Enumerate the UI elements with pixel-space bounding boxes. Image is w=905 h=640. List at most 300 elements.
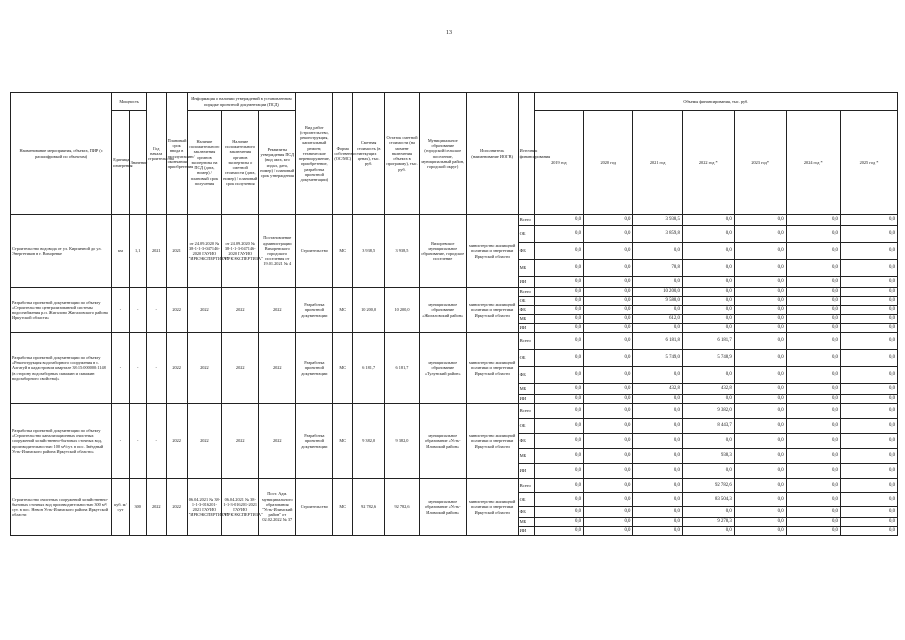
header-capacity: Мощность — [112, 93, 147, 111]
project-psd-cost: от 24.09.2020 № 38-1-1-3-047146-2020 ГАУИО "ИРКЭКСПЕРТИЗА" — [222, 215, 259, 288]
financing-cell: 0,0 — [786, 333, 840, 350]
project-start-year: 2022 — [146, 479, 166, 536]
financing-cell: 0,0 — [534, 518, 583, 527]
project-ownership: МС — [333, 479, 353, 536]
financing-cell: 0,0 — [584, 277, 633, 288]
financing-cell: 0,0 — [682, 277, 734, 288]
header-year-2024: 2024 год * — [786, 111, 840, 215]
financing-cell: 0,0 — [786, 350, 840, 367]
financing-cell: 0,0 — [534, 464, 583, 479]
financing-cell: 0,0 — [584, 404, 633, 419]
financing-cell: 0,0 — [584, 306, 633, 315]
financing-cell: 10 200,0 — [633, 288, 682, 297]
funding-source-label: МБ — [518, 518, 534, 527]
project-psd-approval: 2022 — [259, 333, 296, 404]
financing-cell: 0,0 — [734, 493, 786, 507]
financing-cell: 0,0 — [840, 350, 897, 367]
project-estimated-cost: 10 200,0 — [353, 288, 385, 333]
funding-source-label: ОБ — [518, 226, 534, 243]
header-unit: Единица измерения — [112, 111, 129, 215]
project-estimated-cost: 3 938,5 — [353, 215, 385, 288]
financing-cell: 0,0 — [682, 243, 734, 260]
financing-cell: 0,0 — [633, 493, 682, 507]
project-psd-approval: Постановление администрации Вихоревского городского поселения от 19.01.2021 № 4 — [259, 215, 296, 288]
financing-cell: 0,0 — [584, 297, 633, 306]
header-year-2022: 2022 год * — [682, 111, 734, 215]
project-value: - — [129, 404, 146, 479]
financing-cell: 0,0 — [786, 419, 840, 434]
financing-cell: 0,0 — [786, 395, 840, 404]
funding-source-label: ИИ — [518, 395, 534, 404]
project-start-year: - — [146, 288, 166, 333]
financing-cell: 0,0 — [682, 507, 734, 518]
header-plan-year: Плановый срок ввода в эксплуатацию/окончания приобретения — [166, 93, 187, 215]
financing-cell: 0,0 — [584, 350, 633, 367]
project-executor: министерство жилищной политики и энергетики Иркутской области — [466, 404, 518, 479]
financing-cell: 0,0 — [734, 315, 786, 324]
financing-cell: 0,0 — [584, 324, 633, 333]
financing-cell: 0,0 — [734, 260, 786, 277]
funding-source-label: Всего — [518, 333, 534, 350]
financing-cell: 0,0 — [786, 518, 840, 527]
header-psd-info: Информация о наличии утверждений в установленном порядке проектной документации (ПСД) — [187, 93, 296, 111]
financing-cell: 0,0 — [584, 243, 633, 260]
financing-cell: 0,0 — [682, 434, 734, 449]
project-ownership: МС — [333, 404, 353, 479]
financing-cell: 0,0 — [633, 518, 682, 527]
table-row — [11, 479, 898, 493]
financing-cell: 0,0 — [633, 434, 682, 449]
financing-cell: 0,0 — [534, 350, 583, 367]
financing-cell: 0,0 — [534, 260, 583, 277]
financing-cell: 0,0 — [786, 315, 840, 324]
financing-cell: 3 938,5 — [633, 215, 682, 226]
header-municipality: Муниципальное образование (городской/сельское поселение, муниципальный район, городской округ) — [419, 93, 466, 215]
financing-cell: 0,0 — [534, 226, 583, 243]
financing-cell: 0,0 — [633, 479, 682, 493]
header-ownership: Форма собственности (ОС/МС) — [333, 93, 353, 215]
financing-cell: 0,0 — [584, 507, 633, 518]
financing-cell: 0,0 — [534, 419, 583, 434]
table-row — [11, 333, 898, 350]
project-estimated-cost: 92 782,6 — [353, 479, 385, 536]
project-name: Разработка проектной документации по объекту «Строительство централизованной системы водоснабжения р.п. Жигалово Жигаловского района Иркутской области» — [11, 288, 112, 333]
financing-cell: 0,0 — [840, 333, 897, 350]
financing-cell: 0,0 — [734, 243, 786, 260]
project-municipality: муниципальное образование «Усть-Илимский район» — [419, 479, 466, 536]
financing-cell: 0,0 — [633, 464, 682, 479]
project-unit: - — [112, 333, 129, 404]
financing-cell: 0,0 — [734, 464, 786, 479]
financing-cell: 0,0 — [786, 404, 840, 419]
projects-body — [11, 215, 898, 536]
project-start-year: - — [146, 404, 166, 479]
financing-cell: 0,0 — [534, 333, 583, 350]
project-estimated-cost: 9 382,0 — [353, 404, 385, 479]
financing-cell: 0,0 — [840, 395, 897, 404]
financing-cell: 0,0 — [734, 518, 786, 527]
project-value: 300 — [129, 479, 146, 536]
financing-cell: 0,0 — [584, 479, 633, 493]
header-work-type: Вид работ (строительство, реконструкция, капитальный ремонт, технические перевооружение, приобретение, разработка проектной документации) — [296, 93, 333, 215]
financing-cell: 0,0 — [584, 226, 633, 243]
financing-cell: 0,0 — [786, 507, 840, 518]
financing-cell: 0,0 — [840, 367, 897, 384]
financing-cell: 0,0 — [534, 324, 583, 333]
funding-source-label: ФБ — [518, 434, 534, 449]
financing-cell: 0,0 — [682, 215, 734, 226]
project-value: - — [129, 333, 146, 404]
project-remaining-cost: 6 181,7 — [385, 333, 420, 404]
financing-cell: 0,0 — [734, 277, 786, 288]
project-plan-year: 2021 — [166, 215, 187, 288]
financing-cell: 432,8 — [682, 384, 734, 395]
financing-cell: 0,0 — [633, 395, 682, 404]
funding-source-label: ФБ — [518, 367, 534, 384]
financing-cell: 0,0 — [734, 367, 786, 384]
financing-cell: 0,0 — [584, 288, 633, 297]
financing-cell: 0,0 — [786, 288, 840, 297]
financing-cell: 0,0 — [840, 464, 897, 479]
funding-source-label: МБ — [518, 315, 534, 324]
financing-cell: 0,0 — [786, 324, 840, 333]
project-name: Строительство водовода от ул. Кирпичной до ул. Энергетиков в г. Вихоревке — [11, 215, 112, 288]
funding-source-label: ИИ — [518, 324, 534, 333]
funding-source-label: ФБ — [518, 243, 534, 260]
page-number: 13 — [446, 30, 452, 36]
financing-cell: 0,0 — [534, 434, 583, 449]
financing-cell: 0,0 — [682, 367, 734, 384]
financing-cell: 92 782,6 — [682, 479, 734, 493]
financing-cell: 0,0 — [734, 449, 786, 464]
funding-source-label: ОБ — [518, 297, 534, 306]
project-ownership: МС — [333, 215, 353, 288]
financing-cell: 0,0 — [840, 260, 897, 277]
project-remaining-cost: 3 938,5 — [385, 215, 420, 288]
financing-cell: 0,0 — [840, 518, 897, 527]
financing-cell: 0,0 — [534, 527, 583, 536]
header-executor: Исполнитель (наименование ИОГВ) — [466, 93, 518, 215]
project-estimated-cost: 6 181,7 — [353, 333, 385, 404]
financing-cell: 0,0 — [734, 434, 786, 449]
header-financing-volume: Объемы финансирования, тыс. руб. — [534, 93, 897, 111]
financing-cell: 0,0 — [840, 288, 897, 297]
financing-cell: 5 749,0 — [633, 350, 682, 367]
financing-cell: 0,0 — [734, 297, 786, 306]
financing-cell: 0,0 — [840, 507, 897, 518]
financing-cell: 0,0 — [633, 367, 682, 384]
financing-cell: 0,0 — [534, 507, 583, 518]
financing-cell: 0,0 — [584, 333, 633, 350]
project-psd-approval: 2022 — [259, 404, 296, 479]
project-work-type: Строительство — [296, 215, 333, 288]
header-year-2025: 2025 год * — [840, 111, 897, 215]
project-psd-approval: Пост. Адм. муниципального образования "Усть-Илимский район" от 02.02.2022 № 37 — [259, 479, 296, 536]
financing-cell: 0,0 — [534, 395, 583, 404]
financing-cell: 0,0 — [734, 350, 786, 367]
projects-table — [10, 92, 898, 536]
funding-source-label: ИИ — [518, 527, 534, 536]
financing-cell: 0,0 — [584, 449, 633, 464]
financing-cell: 0,0 — [786, 215, 840, 226]
header-year-2021: 2021 год — [633, 111, 682, 215]
financing-cell: 0,0 — [584, 384, 633, 395]
financing-cell: 0,0 — [786, 464, 840, 479]
project-value: 1,1 — [129, 215, 146, 288]
funding-source-label: ОБ — [518, 419, 534, 434]
project-executor: министерство жилищной политики и энергетики Иркутской области — [466, 479, 518, 536]
header-estimated-cost: Сметная стоимость (в текущих ценах), тыс. руб. — [353, 93, 385, 215]
project-start-year: - — [146, 333, 166, 404]
header-remaining-cost: Остаток сметной стоимости (на момент включения объекта в программу), тыс. руб. — [385, 93, 420, 215]
project-municipality: муниципальное образование «Усть-Илимский район» — [419, 404, 466, 479]
financing-cell: 6 181,8 — [633, 333, 682, 350]
financing-cell: 9 382,0 — [682, 404, 734, 419]
project-remaining-cost: 92 782,6 — [385, 479, 420, 536]
financing-cell: 0,0 — [734, 395, 786, 404]
financing-cell: 0,0 — [682, 226, 734, 243]
financing-cell: 0,0 — [584, 464, 633, 479]
financing-cell: 0,0 — [584, 419, 633, 434]
financing-cell: 0,0 — [840, 384, 897, 395]
financing-cell: 0,0 — [734, 288, 786, 297]
financing-cell: 0,0 — [534, 288, 583, 297]
header-funding-source: Источник финансирования — [518, 93, 534, 215]
financing-cell: 0,0 — [786, 243, 840, 260]
financing-cell: 0,0 — [584, 315, 633, 324]
project-work-type: Разработка проектной документации — [296, 288, 333, 333]
financing-cell: 0,0 — [840, 527, 897, 536]
financing-cell: 0,0 — [534, 404, 583, 419]
funding-source-label: ИИ — [518, 277, 534, 288]
financing-cell: 0,0 — [840, 306, 897, 315]
financing-cell: 3 859,8 — [633, 226, 682, 243]
header-psd-cost: Наличие положительного заключения органов экспертизы о сметной стоимости (дата, номер) / плановый срок получения — [222, 111, 259, 215]
project-executor: министерство жилищной политики и энергетики Иркутской области — [466, 215, 518, 288]
financing-cell: 0,0 — [840, 449, 897, 464]
financing-cell: 0,0 — [534, 306, 583, 315]
project-psd-cost: 06.04.2021 № 38-1-1-3-016201-2021 ГАУИО "ИРКЭКСПЕРТИЗА" — [222, 479, 259, 536]
financing-cell: 0,0 — [682, 527, 734, 536]
financing-cell: 0,0 — [786, 367, 840, 384]
header-value: Значение — [129, 111, 146, 215]
project-name: Разработка проектной документации по объекту «Реконструкция водозаборного сооружения в с. Алгатуй в кадастровом квартале 38:15:000000:1148 (в сторону водозаборных скважин и скважин водозаборного свойства)» — [11, 333, 112, 404]
project-plan-year: 2022 — [166, 288, 187, 333]
funding-source-label: ОБ — [518, 350, 534, 367]
project-name: Строительство очистных сооружений хозяйственно-бытовых сточных вод производительностью 300 м³/сут. в пос. Невон Усть-Илимского района Иркутской области — [11, 479, 112, 536]
project-psd-cost: 2022 — [222, 333, 259, 404]
financing-cell: 0,0 — [786, 277, 840, 288]
project-work-type: Разработка проектной документации — [296, 333, 333, 404]
project-psd-conclusion: от 24.09.2020 № 38-1-1-3-047146-2020 ГАУИО "ИРКЭКСПЕРТИЗА" — [187, 215, 222, 288]
financing-cell: 6 181,7 — [682, 333, 734, 350]
funding-source-label: ФБ — [518, 507, 534, 518]
financing-cell: 0,0 — [534, 315, 583, 324]
financing-cell: 0,0 — [682, 315, 734, 324]
financing-cell: 0,0 — [633, 507, 682, 518]
project-ownership: МС — [333, 333, 353, 404]
financing-cell: 0,0 — [682, 395, 734, 404]
financing-cell: 0,0 — [734, 404, 786, 419]
table-row — [11, 215, 898, 226]
financing-cell: 0,0 — [534, 493, 583, 507]
financing-cell: 0,0 — [840, 226, 897, 243]
financing-cell: 0,0 — [734, 306, 786, 315]
project-name: Разработка проектной документации по объекту «Строительство канализационных очистных сооружений хозяйственно-бытовых сточных вод, производительностью 100 м³/сут. в пос. Звёздный Усть-Илимского района Иркутской области» — [11, 404, 112, 479]
financing-cell: 0,0 — [734, 507, 786, 518]
project-unit: - — [112, 404, 129, 479]
financing-cell: 0,0 — [786, 260, 840, 277]
project-work-type: Строительство — [296, 479, 333, 536]
financing-cell: 0,0 — [786, 226, 840, 243]
financing-cell: 0,0 — [840, 493, 897, 507]
financing-cell: 0,0 — [840, 243, 897, 260]
project-psd-cost: 2022 — [222, 404, 259, 479]
financing-cell: 78,8 — [633, 260, 682, 277]
financing-cell: 0,0 — [840, 324, 897, 333]
financing-cell: 0,0 — [633, 243, 682, 260]
project-work-type: Разработка проектной документации — [296, 404, 333, 479]
project-psd-conclusion: 2022 — [187, 404, 222, 479]
financing-cell: 612,0 — [633, 315, 682, 324]
financing-cell: 0,0 — [633, 277, 682, 288]
project-psd-conclusion: 2022 — [187, 288, 222, 333]
project-unit: - — [112, 288, 129, 333]
project-municipality: муниципальное образование «Жигаловский район» — [419, 288, 466, 333]
funding-source-label: Всего — [518, 479, 534, 493]
financing-cell: 0,0 — [734, 527, 786, 536]
financing-cell: 0,0 — [584, 215, 633, 226]
header-year-2023: 2023 год* — [734, 111, 786, 215]
financing-cell: 432,8 — [633, 384, 682, 395]
project-plan-year: 2022 — [166, 333, 187, 404]
financing-cell: 0,0 — [786, 306, 840, 315]
financing-cell: 0,0 — [786, 297, 840, 306]
financing-cell: 0,0 — [682, 260, 734, 277]
header-start-year: Год начала строительства — [146, 93, 166, 215]
financing-cell: 9 588,0 — [633, 297, 682, 306]
financing-cell: 0,0 — [633, 527, 682, 536]
financing-cell: 0,0 — [734, 479, 786, 493]
financing-cell: 0,0 — [584, 367, 633, 384]
financing-cell: 0,0 — [682, 288, 734, 297]
project-municipality: Вихоревское муниципальное образование, городское поселение — [419, 215, 466, 288]
financing-cell: 0,0 — [840, 434, 897, 449]
financing-cell: 0,0 — [534, 479, 583, 493]
financing-cell: 0,0 — [786, 527, 840, 536]
financing-cell: 0,0 — [840, 315, 897, 324]
financing-cell: 0,0 — [786, 434, 840, 449]
funding-source-label: Всего — [518, 215, 534, 226]
financing-cell: 0,0 — [584, 527, 633, 536]
header-year-2019: 2019 год — [534, 111, 583, 215]
header-year-2020: 2020 год — [584, 111, 633, 215]
project-executor: министерство жилищной политики и энергетики Иркутской области — [466, 288, 518, 333]
financing-cell: 0,0 — [633, 324, 682, 333]
project-value: - — [129, 288, 146, 333]
financing-cell: 0,0 — [682, 324, 734, 333]
financing-cell: 0,0 — [840, 479, 897, 493]
financing-cell: 0,0 — [584, 434, 633, 449]
funding-source-label: ОБ — [518, 493, 534, 507]
financing-cell: 0,0 — [534, 384, 583, 395]
table-row — [11, 404, 898, 419]
financing-cell: 8 443,7 — [682, 419, 734, 434]
financing-cell: 0,0 — [633, 419, 682, 434]
financing-cell: 0,0 — [534, 243, 583, 260]
financing-cell: 0,0 — [584, 260, 633, 277]
project-ownership: МС — [333, 288, 353, 333]
financing-cell: 0,0 — [534, 297, 583, 306]
financing-cell: 0,0 — [682, 297, 734, 306]
financing-cell: 0,0 — [840, 277, 897, 288]
funding-source-label: Всего — [518, 404, 534, 419]
financing-cell: 9 278,3 — [682, 518, 734, 527]
financing-cell: 0,0 — [786, 449, 840, 464]
table-row — [11, 288, 898, 297]
financing-cell: 0,0 — [633, 404, 682, 419]
financing-cell: 0,0 — [633, 449, 682, 464]
project-remaining-cost: 9 382,0 — [385, 404, 420, 479]
financing-cell: 0,0 — [534, 277, 583, 288]
header-name: Наименование мероприятия, объекта, ПИР (с расшифровкой по объектам) — [11, 93, 112, 215]
project-municipality: муниципальное образование «Тулунский район» — [419, 333, 466, 404]
funding-source-label: МБ — [518, 260, 534, 277]
financing-cell: 0,0 — [734, 384, 786, 395]
project-start-year: 2021 — [146, 215, 166, 288]
financing-cell: 0,0 — [734, 419, 786, 434]
funding-source-label: ИИ — [518, 464, 534, 479]
project-unit: куб. м/сут — [112, 479, 129, 536]
project-psd-conclusion: 06.04.2021 № 38-1-1-3-016201-2021 ГАУИО "ИРКЭКСПЕРТИЗА" — [187, 479, 222, 536]
financing-cell: 0,0 — [534, 449, 583, 464]
project-unit: км — [112, 215, 129, 288]
project-plan-year: 2022 — [166, 479, 187, 536]
project-executor: министерство жилищной политики и энергетики Иркутской области — [466, 333, 518, 404]
funding-source-label: Всего — [518, 288, 534, 297]
financing-cell: 0,0 — [734, 324, 786, 333]
financing-cell: 0,0 — [786, 493, 840, 507]
financing-cell: 83 504,3 — [682, 493, 734, 507]
financing-cell: 0,0 — [734, 226, 786, 243]
financing-cell: 0,0 — [786, 384, 840, 395]
financing-cell: 0,0 — [786, 479, 840, 493]
financing-cell: 0,0 — [584, 518, 633, 527]
project-remaining-cost: 10 200,0 — [385, 288, 420, 333]
header-psd-approval: Реквизиты утверждения ПСД (вид акта, кто издал, дата, номер) / плановый срок утверждения — [259, 111, 296, 215]
project-plan-year: 2022 — [166, 404, 187, 479]
financing-cell: 0,0 — [734, 333, 786, 350]
funding-source-label: МБ — [518, 449, 534, 464]
financing-cell: 0,0 — [840, 297, 897, 306]
financing-cell: 5 748,9 — [682, 350, 734, 367]
header-psd-conclusion: Наличие положительного заключения органов экспертизы на ПСД (дата, номер) / плановый срок получения — [187, 111, 222, 215]
funding-source-label: ФБ — [518, 306, 534, 315]
financing-cell: 0,0 — [633, 306, 682, 315]
financing-cell: 0,0 — [534, 367, 583, 384]
financing-cell: 0,0 — [534, 215, 583, 226]
project-psd-conclusion: 2022 — [187, 333, 222, 404]
financing-cell: 0,0 — [734, 215, 786, 226]
financing-cell: 0,0 — [682, 464, 734, 479]
financing-cell: 0,0 — [584, 395, 633, 404]
financing-cell: 0,0 — [840, 404, 897, 419]
financing-cell: 938,3 — [682, 449, 734, 464]
funding-source-label: МБ — [518, 384, 534, 395]
financing-cell: 0,0 — [840, 419, 897, 434]
financing-cell: 0,0 — [584, 493, 633, 507]
project-psd-approval: 2022 — [259, 288, 296, 333]
